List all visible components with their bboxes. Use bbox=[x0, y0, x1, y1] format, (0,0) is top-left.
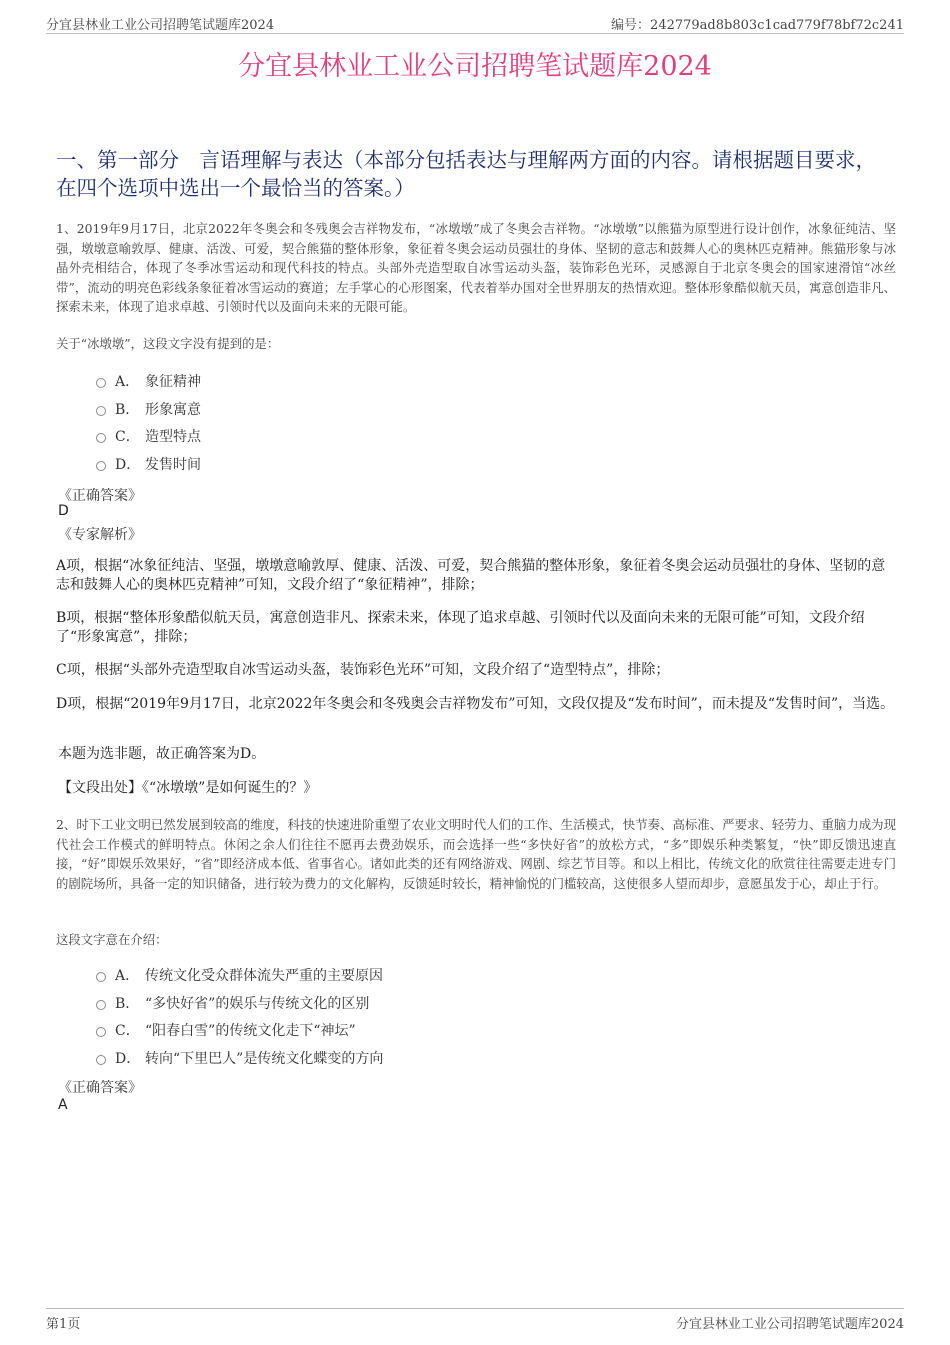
option-letter: D． bbox=[115, 457, 141, 473]
q2-option-b[interactable] bbox=[96, 993, 369, 1013]
radio-icon[interactable] bbox=[96, 406, 106, 416]
q1-option-d[interactable] bbox=[96, 454, 201, 474]
option-letter: C． bbox=[115, 429, 140, 445]
q1-analysis-c: C项，根据“头部外壳造型取自冰雪运动头盔，装饰彩色光环”可知，文段介绍了“造型特点”，排除； bbox=[56, 662, 670, 678]
q2-answer: A bbox=[58, 1097, 68, 1113]
option-text: “多快好省”的娱乐与传统文化的区别 bbox=[145, 996, 370, 1012]
footer-divider bbox=[46, 1308, 904, 1309]
radio-icon[interactable] bbox=[96, 972, 106, 982]
option-letter: B． bbox=[115, 996, 140, 1012]
option-letter: B． bbox=[115, 402, 140, 418]
radio-icon[interactable] bbox=[96, 461, 106, 471]
page-title: 分宜县林业工业公司招聘笔试题库2024 bbox=[238, 51, 712, 82]
option-letter: D． bbox=[115, 1051, 141, 1067]
option-text: 转向“下里巴人”是传统文化蝶变的方向 bbox=[145, 1051, 384, 1067]
q1-option-b[interactable] bbox=[96, 399, 201, 419]
q2-option-c[interactable] bbox=[96, 1020, 356, 1040]
radio-icon[interactable] bbox=[96, 433, 106, 443]
q1-analysis-label: 《专家解析》 bbox=[58, 527, 142, 543]
footer-title: 分宜县林业工业公司招聘笔试题库2024 bbox=[675, 1317, 904, 1332]
q1-source: 【文段出处】《“冰墩墩”是如何诞生的？》 bbox=[58, 780, 318, 796]
q1-analysis-a: A项，根据“冰象征纯洁、坚强，墩墩意喻敦厚、健康、活泼、可爱，契合熊猫的整体形象，象征着冬奥会运动员强壮的身体、坚韧的意志和鼓舞人心的奥林匹克精神”可知，文段介绍了“象征精神”，排除； bbox=[56, 558, 886, 593]
option-text: 造型特点 bbox=[145, 429, 201, 445]
q1-prompt: 关于“冰墩墩”，这段文字没有提到的是： bbox=[56, 336, 280, 351]
q1-answer: D bbox=[58, 503, 69, 519]
radio-icon[interactable] bbox=[96, 1027, 106, 1037]
option-text: 发售时间 bbox=[145, 457, 201, 473]
header-doc-id: 编号：242779ad8b803c1cad779f78bf72c241 bbox=[611, 18, 904, 33]
option-letter: A． bbox=[115, 374, 140, 390]
option-text: 传统文化受众群体流失严重的主要原因 bbox=[145, 968, 383, 984]
page-number: 第1页 bbox=[46, 1317, 81, 1332]
q1-option-c[interactable] bbox=[96, 426, 201, 446]
radio-icon[interactable] bbox=[96, 378, 106, 388]
q2-prompt: 这段文字意在介绍： bbox=[56, 932, 168, 947]
option-text: 象征精神 bbox=[145, 374, 201, 390]
header-divider bbox=[46, 33, 904, 34]
q1-analysis-b: B项，根据“整体形象酷似航天员，寓意创造非凡、探索未来，体现了追求卓越、引领时代以及面向未来的无限可能”可知，文段介绍了“形象寓意”，排除； bbox=[56, 610, 865, 645]
header-left-title: 分宜县林业工业公司招聘笔试题库2024 bbox=[46, 18, 275, 33]
q1-conclusion: 本题为选非题，故正确答案为D。 bbox=[58, 746, 266, 762]
q2-passage: 2、时下工业文明已然发展到较高的维度，科技的快速进阶重塑了农业文明时代人们的工作、生活模式，快节奏、高标准、严要求、轻劳力、重脑力成为现代社会工作模式的鲜明特点。休闲之余人们往往不愿再去费劲娱乐，而会选择一些“多快好省”的放松方式，“多”即娱乐种类繁复，“快”即反馈迅速直接，“好”即娱乐效果好，“省”即经济成本低、省事省心。诸如此类的还有网络游戏、网剧、综艺节目等。和以上相比，传统文化的欣赏往往需要走进专门的剧院场所，具备一定的知识储备，进行较为费力的文化解构，反馈延时较长，精神愉悦的门槛较高，这使很多人望而却步，意愿虽发于心，却止于行。 bbox=[56, 817, 896, 891]
q1-analysis-d: D项，根据“2019年9月17日，北京2022年冬奥会和冬残奥会吉祥物发布”可知，文段仅提及“发布时间”，而未提及“发售时间”，当选。 bbox=[56, 696, 895, 712]
section-heading: 一、第一部分 言语理解与表达（本部分包括表达与理解两方面的内容。请根据题目要求，在四个选项中选出一个最恰当的答案。） bbox=[56, 148, 876, 200]
option-letter: A． bbox=[115, 968, 140, 984]
q1-answer-label: 《正确答案》 bbox=[58, 488, 142, 504]
q2-option-a[interactable] bbox=[96, 965, 383, 985]
q2-answer-label: 《正确答案》 bbox=[58, 1080, 142, 1096]
radio-icon[interactable] bbox=[96, 1055, 106, 1065]
q1-option-a[interactable] bbox=[96, 371, 201, 391]
q2-option-d[interactable] bbox=[96, 1048, 383, 1068]
radio-icon[interactable] bbox=[96, 1000, 106, 1010]
option-text: “阳春白雪”的传统文化走下“神坛” bbox=[145, 1023, 356, 1039]
q1-passage: 1、2019年9月17日，北京2022年冬奥会和冬残奥会吉祥物发布，“冰墩墩”成了冬奥会吉祥物。“冰墩墩”以熊猫为原型进行设计创作，冰象征纯洁、坚强，墩墩意喻敦厚、健康、活泼、可爱，契合熊猫的整体形象，象征着冬奥会运动员强壮的身体、坚韧的意志和鼓舞人心的奥林匹克精神。熊猫形象与冰晶外壳相结合，体现了冬季冰雪运动和现代科技的特点。头部外壳造型取自冰雪运动头盔，装饰彩色光环，灵感源自于北京冬奥会的国家速滑馆“冰丝带”，流动的明亮色彩线条象征着冰雪运动的赛道；左手掌心的心形图案，代表着举办国对全世界朋友的热情欢迎。整体形象酷似航天员，寓意创造非凡、探索未来，体现了追求卓越、引领时代以及面向未来的无限可能。 bbox=[56, 221, 896, 314]
option-text: 形象寓意 bbox=[145, 402, 201, 418]
option-letter: C． bbox=[115, 1023, 140, 1039]
